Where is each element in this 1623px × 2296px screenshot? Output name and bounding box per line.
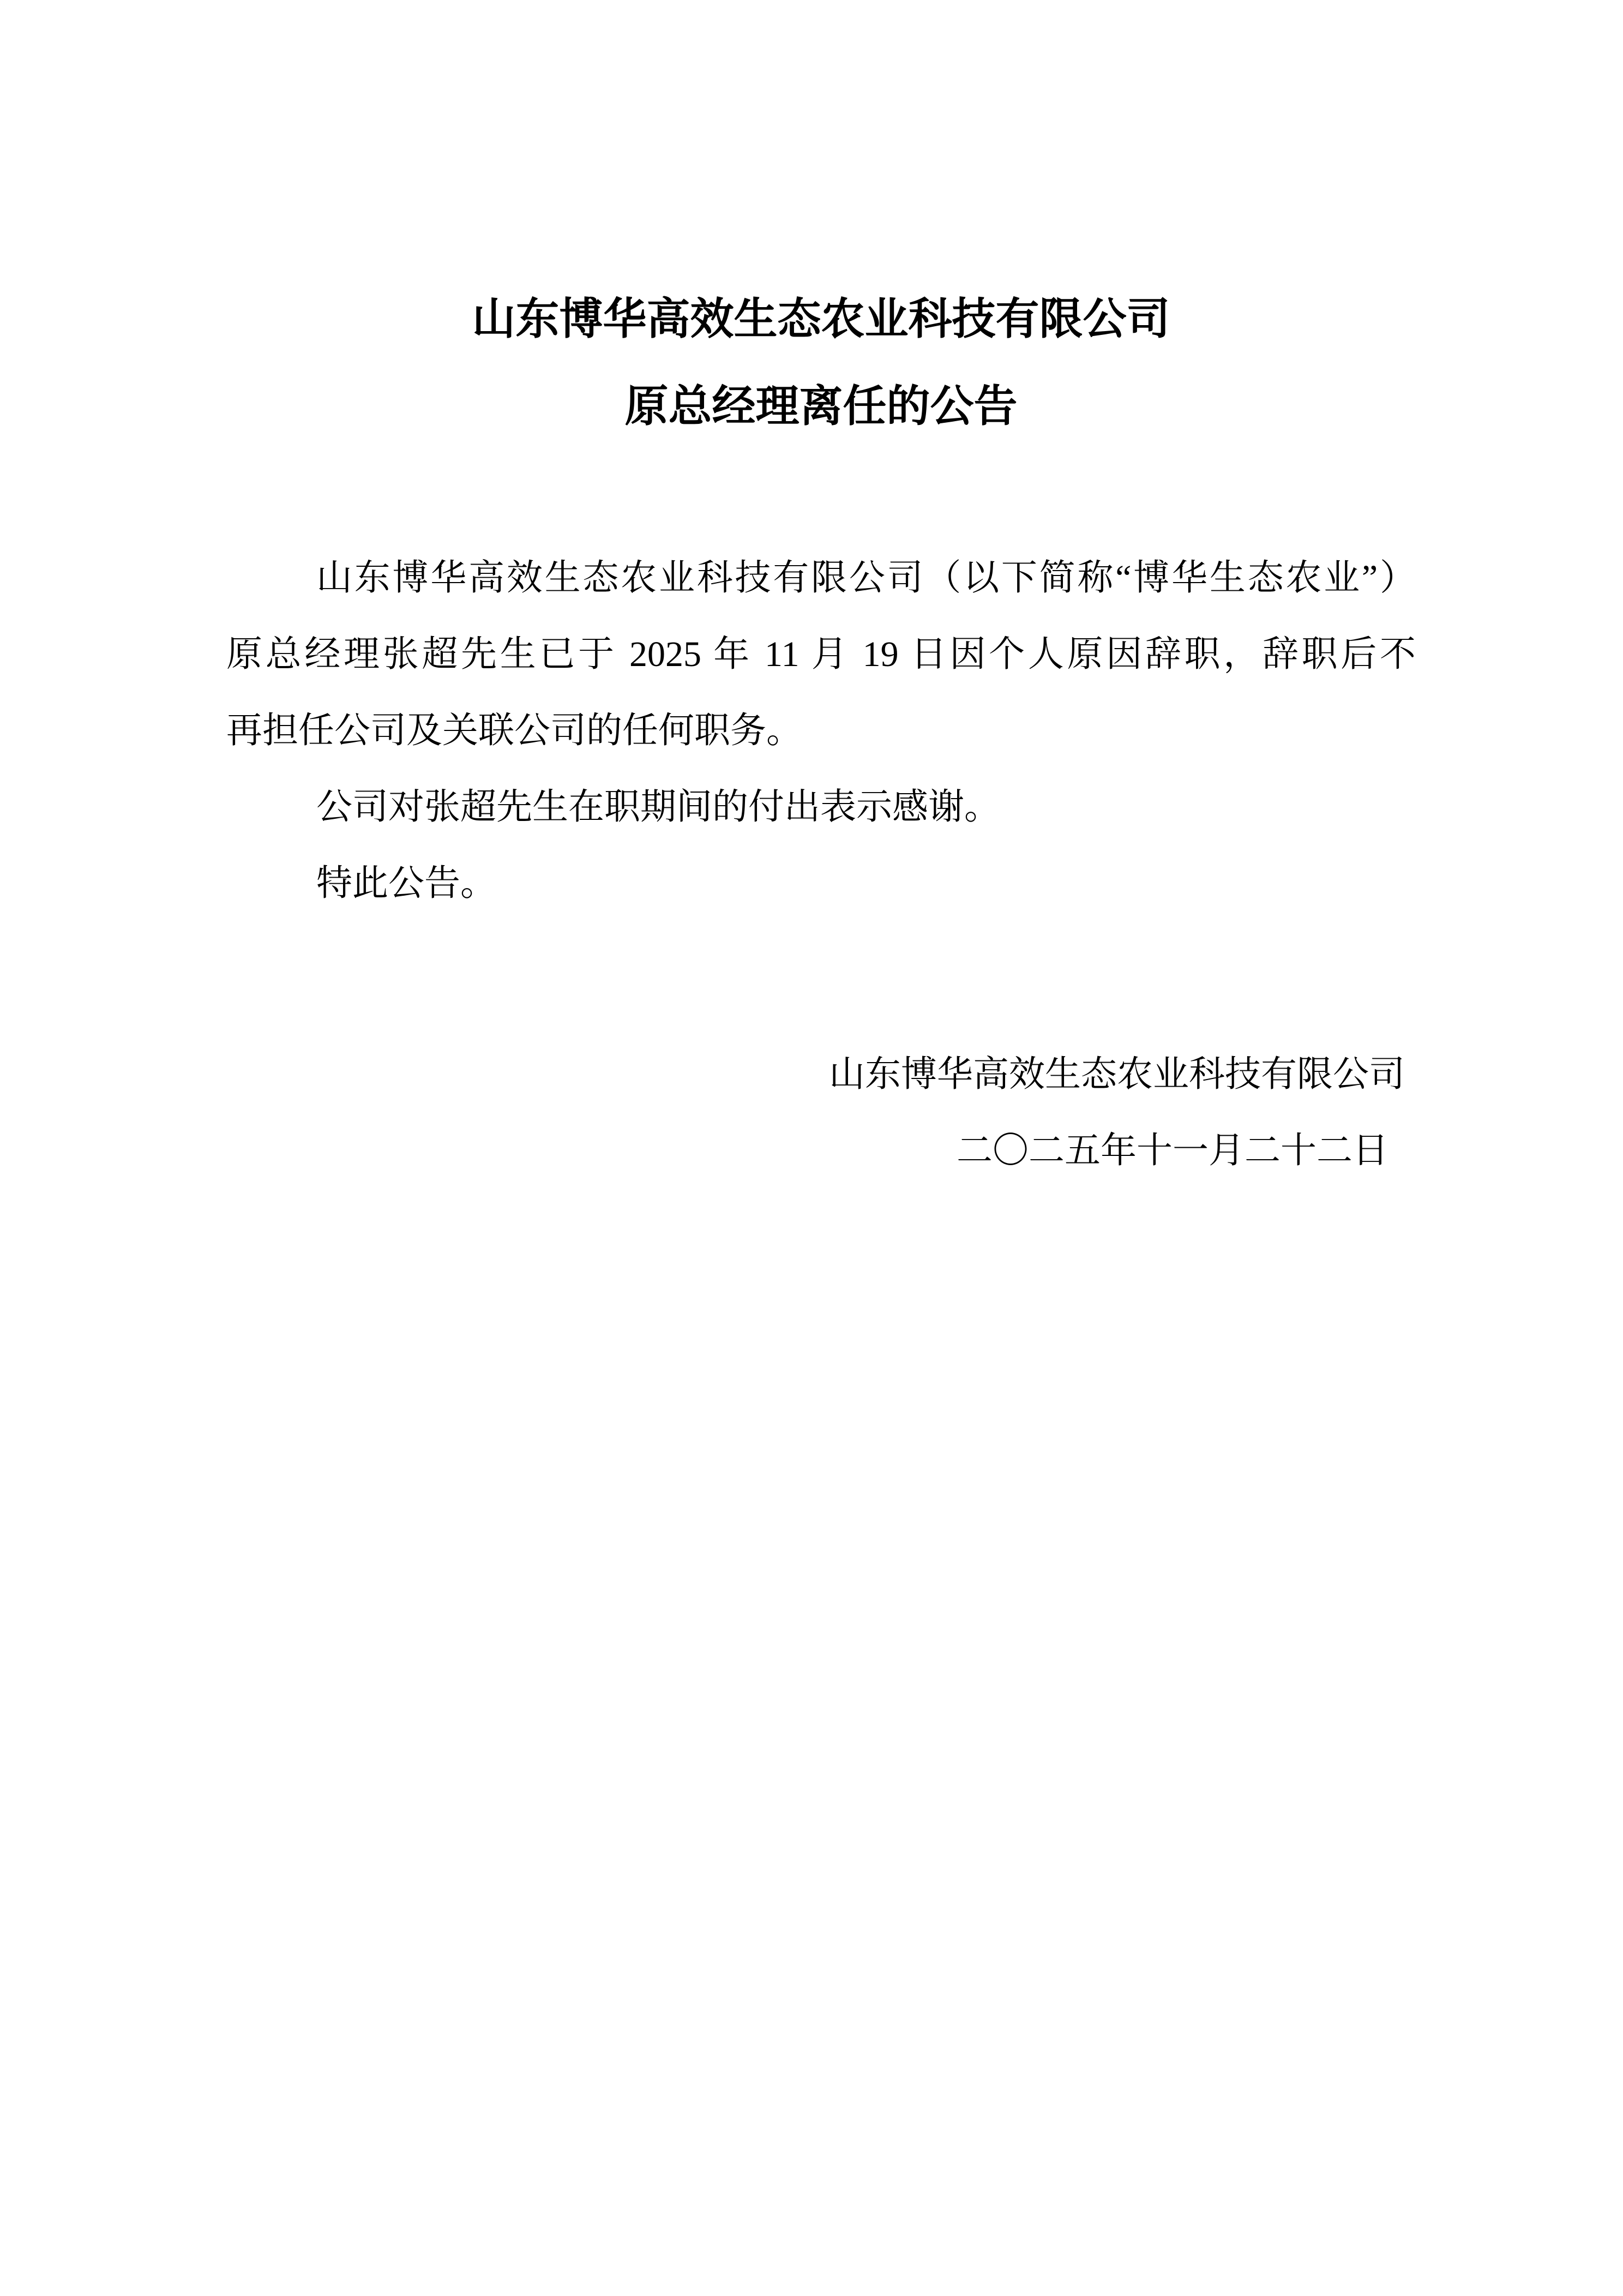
document-title-line-2: 原总经理离任的公告 xyxy=(624,382,1018,430)
signature-company-name: 山东博华高效生态农业科技有限公司 xyxy=(829,1054,1405,1094)
signature-block xyxy=(226,1036,1416,1189)
paragraph-resignation xyxy=(226,540,1416,769)
paragraph-thanks: 公司对张超先生在职期间的付出表示感谢。 xyxy=(316,787,1000,827)
paragraph-line: 再担任公司及关联公司的任何职务。 xyxy=(226,711,802,751)
document-body xyxy=(226,540,1416,922)
paragraph-closing: 特此公告。 xyxy=(316,864,496,903)
signature-date: 二〇二五年十一月二十二日 xyxy=(957,1131,1388,1171)
document-title-line-1: 山东博华高效生态农业科技有限公司 xyxy=(472,295,1170,343)
paragraph-line: 山东博华高效生态农业科技有限公司（以下简称“博华生态农业”） xyxy=(316,558,1416,598)
document-title xyxy=(226,275,1416,450)
paragraph-line: 原总经理张超先生已于 2025 年 11 月 19 日因个人原因辞职，辞职后不 xyxy=(226,634,1416,674)
